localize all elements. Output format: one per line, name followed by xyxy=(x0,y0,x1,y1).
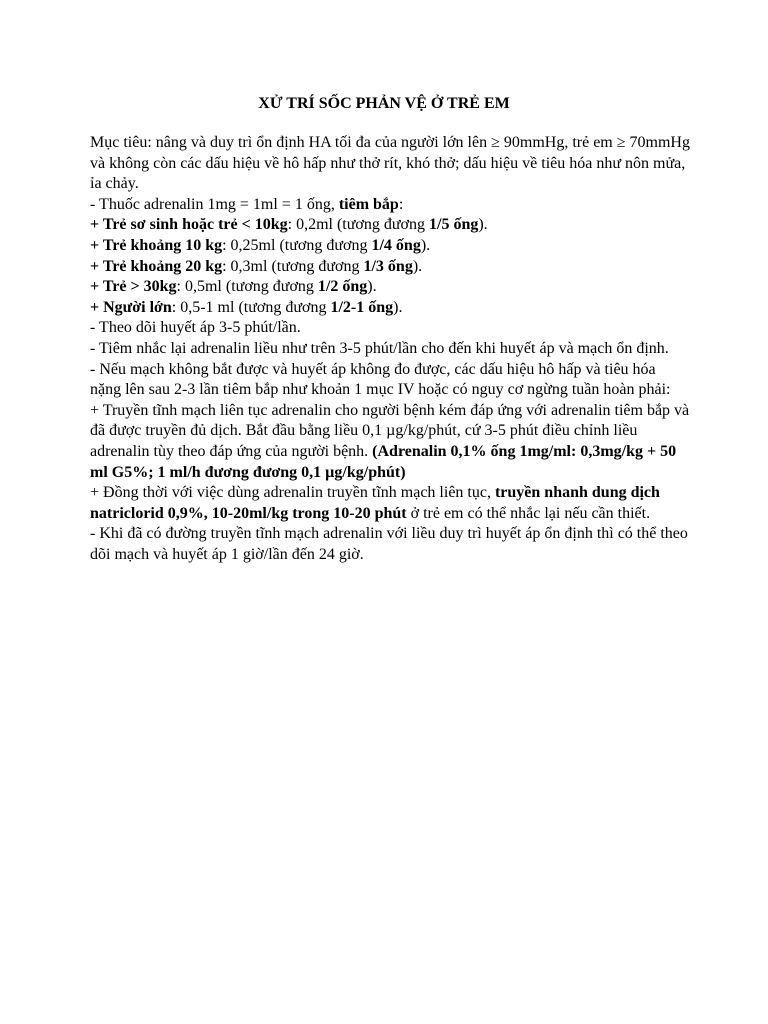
paragraph xyxy=(90,339,690,360)
bold-text-run: 1/3 ống xyxy=(363,257,413,275)
text-run: - Theo dõi huyết áp 3-5 phút/lần. xyxy=(90,319,301,337)
paragraph xyxy=(90,483,690,524)
text-run: - Tiêm nhắc lại adrenalin liều như trên 3-5 phút/lần cho đến khi huyết áp và mạch ổn định. xyxy=(90,339,669,357)
text-run: ở trẻ em có thể nhắc lại nếu cần thiết. xyxy=(406,504,651,522)
text-run: - Nếu mạch không bắt được và huyết áp không đo được, các dấu hiệu hô hấp và tiêu hóa nặng lên sau 2-3 lần tiêm bắp như khoản 1 mục IV hoặc có nguy cơ ngừng tuần hoàn phải: xyxy=(90,360,671,399)
bold-text-run: + Trẻ khoảng 20 kg xyxy=(90,257,223,275)
paragraph xyxy=(90,401,690,483)
paragraph xyxy=(90,257,690,278)
bold-text-run: 1/2-1 ống xyxy=(330,298,394,316)
bold-text-run: + Người lớn xyxy=(90,298,172,316)
bold-text-run: (Adrenalin 0,1% ống 1mg/ml: 0,3mg/kg + 50 ml G5%; 1 ml/h đương đương 0,1 µg/kg/phút) xyxy=(90,442,677,481)
text-run: ). xyxy=(412,257,423,275)
paragraph xyxy=(90,215,690,236)
paragraph xyxy=(90,277,690,298)
paragraph xyxy=(90,524,690,565)
text-run: Mục tiêu: nâng và duy trì ổn định HA tối đa của người lớn lên ≥ 90mmHg, trẻ em ≥ 70mmHg và không còn các dấu hiệu về hô hấp như thở rít, khó thở; dấu hiệu về tiêu hóa như nôn mửa, ỉa chảy. xyxy=(90,134,690,193)
paragraph xyxy=(90,298,690,319)
text-run: : 0,3ml (tương đương xyxy=(222,257,364,275)
bold-text-run: + Trẻ khoảng 10 kg xyxy=(90,236,223,254)
text-run: + Đồng thời với việc dùng adrenalin truyền tĩnh mạch liên tục, xyxy=(90,484,495,502)
text-run: : 0,2ml (tương đương xyxy=(287,216,429,234)
text-run: - Khi đã có đường truyền tĩnh mạch adrenalin với liều duy trì huyết áp ổn định thì có thể theo dõi mạch và huyết áp 1 giờ/lần đến 24 giờ. xyxy=(90,525,688,563)
paragraph xyxy=(90,195,690,216)
text-run: ). xyxy=(393,298,403,316)
text-run: : 0,5-1 ml (tương đương xyxy=(171,298,331,316)
text-run: ). xyxy=(478,216,488,234)
bold-text-run: 1/5 ống xyxy=(429,216,479,234)
bold-text-run: tiêm bắp xyxy=(338,195,399,213)
text-run: : 0,5ml (tương đương xyxy=(176,278,318,296)
bold-text-run: 1/2 ống xyxy=(317,278,368,296)
paragraph xyxy=(90,360,690,401)
page-title: XỬ TRÍ SỐC PHẢN VỆ Ở TRẺ EM xyxy=(258,95,510,112)
text-run: : 0,25ml (tương đương xyxy=(222,236,372,254)
bold-text-run: + Trẻ sơ sinh hoặc trẻ < 10kg xyxy=(90,216,288,234)
bold-text-run: truyền nhanh dung dịch natriclorid 0,9%, 10-20ml/kg trong 10-20 phút xyxy=(90,484,660,522)
document-body xyxy=(90,133,690,565)
text-run: ). xyxy=(420,236,431,254)
paragraph xyxy=(90,318,690,339)
paragraph xyxy=(90,133,690,195)
text-run: + Truyền tĩnh mạch liên tục adrenalin cho người bệnh kém đáp ứng với adrenalin tiêm bắp và đã được truyền đủ dịch. Bắt đầu bằng liều 0,1 µg/kg/phút, cứ 3-5 phút điều chỉnh liều adrenalin tùy theo đáp ứng của người bệnh. xyxy=(90,401,690,460)
bold-text-run: 1/4 ống xyxy=(371,236,421,254)
bold-text-run: + Trẻ > 30kg xyxy=(90,278,177,296)
text-run: ). xyxy=(367,278,377,296)
paragraph xyxy=(90,236,690,257)
text-run: : xyxy=(398,195,404,213)
text-run: - Thuốc adrenalin 1mg = 1ml = 1 ống, xyxy=(90,195,339,213)
